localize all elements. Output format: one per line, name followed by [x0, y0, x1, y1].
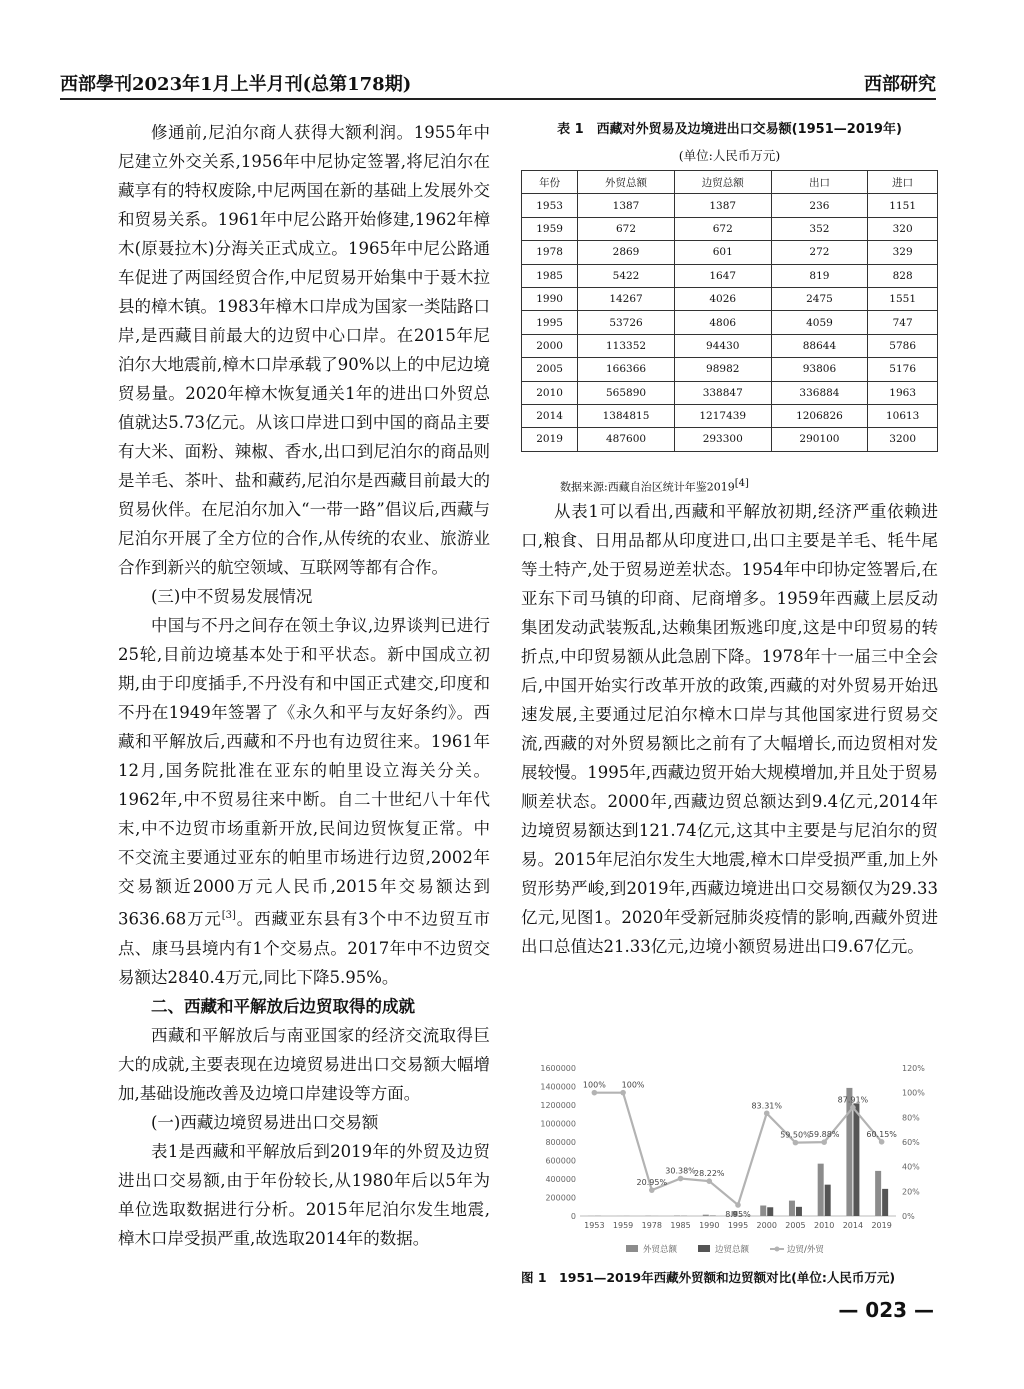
y-tick-label: 0: [570, 1212, 576, 1221]
table-cell: 1953: [522, 194, 578, 217]
y2-tick-label: 60%: [902, 1138, 920, 1147]
table-cell: 14267: [578, 287, 675, 310]
table-cell: 5176: [868, 358, 938, 381]
table-row: [522, 311, 938, 334]
bar-border-trade: [825, 1185, 831, 1216]
ratio-point: [620, 1090, 626, 1096]
left-column: [118, 118, 490, 1253]
table-cell: 1978: [522, 241, 578, 264]
section-heading: 二、西藏和平解放后边贸取得的成就: [151, 996, 415, 1016]
table-cell: 290100: [771, 428, 868, 451]
table-cell: 828: [868, 264, 938, 287]
table-row: [522, 241, 938, 264]
table-cell: 4026: [674, 287, 771, 310]
table-cell: 329: [868, 241, 938, 264]
subsection-heading: (三)中不贸易发展情况: [151, 587, 313, 606]
paragraph: 表1是西藏和平解放后到2019年的外贸及边贸进出口交易额,由于年份较长,从1980年后以5年为单位选取数据进行分析。2015年尼泊尔发生地震,樟木口岸受损严重,故选取2014年的数据。: [118, 1141, 490, 1248]
table-unit: (单位:人民币万元): [678, 148, 781, 163]
table-cell: 1963: [868, 381, 938, 404]
legend-label: 边贸总额: [715, 1245, 750, 1255]
x-tick-label: 1978: [641, 1221, 662, 1230]
ratio-point: [821, 1139, 827, 1145]
y-tick-label: 1600000: [540, 1064, 576, 1073]
table-cell: 819: [771, 264, 868, 287]
bar-foreign-trade: [789, 1201, 795, 1216]
journal-title: 西部學刊2023年1月上半月刊(总第178期): [60, 74, 412, 95]
bar-border-trade: [853, 1103, 859, 1216]
paragraph: 从表1可以看出,西藏和平解放初期,经济严重依赖进口,粮食、日用品都从印度进口,出口主要是羊毛、牦牛尾等土特产,处于贸易逆差状态。1954年中印协定签署后,在亚东下司马镇的印商、尼商增多。1959年西藏上层反动集团发动武装叛乱,达赖集团叛逃印度,这是中印贸易的转折点,中印贸易额从此急剧下降。1978年十一届三中全会后,中国开始实行改革开放的政策,西藏的对外贸易开始迅速发展,主要通过尼泊尔樟木口岸与其他国家进行贸易交流,西藏的对外贸易额比之前有了大幅增长,而边贸相对发展较慢。1995年,西藏边贸开始大规模增加,并且处于贸易顺差状态。2000年,西藏边贸总额达到9.4亿元,2014年边境贸易额达到121.74亿元,这其中主要是与尼泊尔的贸易。2015年尼泊尔发生大地震,樟木口岸受损严重,加上外贸形势严峻,到2019年,西藏边境进出口交易额仅为29.33亿元,见图1。2020年受新冠肺炎疫情的影响,西藏外贸进出口总值达21.33亿元,边境小额贸易进出口9.67亿元。: [521, 502, 938, 956]
table-cell: 53726: [578, 311, 675, 334]
table-row: [522, 264, 938, 287]
table-cell: 2475: [771, 287, 868, 310]
ratio-label: 30.38%: [665, 1166, 696, 1176]
paragraph: 西藏和平解放后与南亚国家的经济交流取得巨大的成就,主要表现在边境贸易进出口交易额大幅增加,基础设施改善及边境口岸建设等方面。: [118, 1025, 490, 1103]
x-tick-label: 2014: [842, 1221, 864, 1230]
table-header-cell: 外贸总额: [578, 171, 675, 194]
source-text: 数据来源:西藏自治区统计年鉴2019: [560, 480, 735, 494]
table-caption: 表 1 西藏对外贸易及边境进出口交易额(1951—2019年): [557, 122, 902, 137]
table-row: [522, 217, 938, 240]
ratio-label: 87.91%: [837, 1095, 869, 1105]
table-cell: 272: [771, 241, 868, 264]
table-row: [522, 404, 938, 427]
ratio-point: [764, 1110, 770, 1116]
table-cell: 1995: [522, 311, 578, 334]
citation-ref[interactable]: [3]: [221, 910, 236, 921]
table-cell: 565890: [578, 381, 675, 404]
ratio-line: [594, 1093, 881, 1205]
paragraph: 修通前,尼泊尔商人获得大额利润。1955年中尼建立外交关系,1956年中尼协定签署,将尼泊尔在藏享有的特权废除,中尼两国在新的基础上发展外交和贸易关系。1961年中尼公路开始修建,1962年樟木(原聂拉木)分海关正式成立。1965年中尼公路通车促进了两国经贸合作,中尼贸易开始集中于聂木拉县的樟木镇。1983年樟木口岸成为国家一类陆路口岸,是西藏目前最大的边贸中心口岸。在2015年尼泊尔大地震前,樟木口岸承载了90%以上的中尼边境贸易量。2020年樟木恢复通关1年的进出口外贸总值就达5.73亿元。从该口岸进口到中国的商品主要有大米、面粉、辣椒、香水,出口到尼泊尔的商品则是羊毛、茶叶、盐和藏药,尼泊尔是西藏目前最大的贸易伙伴。在尼泊尔加入“一带一路”倡议后,西藏与尼泊尔开展了全方位的合作,从传统的农业、旅游业合作到新兴的航空领域、互联网等都有合作。: [118, 123, 490, 577]
table-cell: 336884: [771, 381, 868, 404]
table-cell: 2019: [522, 428, 578, 451]
bar-border-trade: [796, 1207, 802, 1216]
table-cell: 166366: [578, 358, 675, 381]
ratio-point: [706, 1178, 712, 1184]
table-cell: 1151: [868, 194, 938, 217]
y2-tick-label: 20%: [902, 1187, 920, 1197]
ratio-label: 100%: [582, 1080, 606, 1090]
bar-foreign-trade: [818, 1164, 824, 1216]
ratio-label: 28.22%: [694, 1169, 725, 1179]
table-header-cell: 年份: [522, 171, 578, 194]
ratio-point: [879, 1139, 885, 1145]
table-row: [522, 194, 938, 217]
table-cell: 352: [771, 217, 868, 240]
legend-bar-swatch: [626, 1245, 638, 1252]
ratio-label: 100%: [621, 1080, 645, 1090]
running-header: [60, 66, 936, 100]
table-cell: 88644: [771, 334, 868, 357]
table-row: [522, 358, 938, 381]
y-tick-label: 1400000: [540, 1082, 576, 1092]
bar-foreign-trade: [703, 1215, 709, 1216]
ratio-point: [649, 1187, 655, 1193]
table-cell: 2869: [578, 241, 675, 264]
legend-label: 边贸/外贸: [787, 1245, 824, 1255]
y2-tick-label: 0%: [902, 1212, 915, 1221]
x-tick-label: 2005: [785, 1221, 806, 1230]
table-cell: 1647: [674, 264, 771, 287]
table-header-cell: 进口: [868, 171, 938, 194]
y2-tick-label: 120%: [902, 1064, 925, 1073]
x-tick-label: 1953: [584, 1221, 605, 1230]
table-cell: 5422: [578, 264, 675, 287]
bar-foreign-trade: [674, 1215, 680, 1216]
figure-caption: 图 1 1951—2019年西藏外贸额和边贸额对比(单位:人民币万元): [521, 1270, 896, 1285]
table-row: [522, 334, 938, 357]
y2-tick-label: 40%: [902, 1162, 920, 1172]
legend-label: 外贸总额: [643, 1245, 678, 1255]
x-tick-label: 2019: [871, 1221, 892, 1230]
table-row: [522, 381, 938, 404]
paragraph-text: 中国与不丹之间存在领土争议,边界谈判已进行25轮,目前边境基本处于和平状态。新中国成立初期,由于印度插手,不丹没有和中国正式建交,印度和不丹在1949年签署了《永久和平与友好条约》。西藏和平解放后,西藏和不丹也有边贸往来。1961年12月,国务院批准在亚东的帕里设立海关分关。1962年,中不贸易往来中断。自二十世纪八十年代末,中不边贸市场重新开放,民间边贸恢复正常。中不交流主要通过亚东的帕里市场进行边贸,2002年交易额近2000万元人民币,2015年交易额达到3636.68万元: [118, 616, 490, 929]
table-cell: 4059: [771, 311, 868, 334]
ratio-point: [793, 1140, 799, 1146]
table-cell: 1384815: [578, 404, 675, 427]
table-cell: 98982: [674, 358, 771, 381]
table-row: [522, 428, 938, 451]
table-header-cell: 边贸总额: [674, 171, 771, 194]
table-cell: 1387: [578, 194, 675, 217]
x-tick-label: 2010: [814, 1221, 835, 1230]
bar-border-trade: [882, 1189, 888, 1216]
table-source: [560, 478, 749, 495]
table-cell: 672: [578, 217, 675, 240]
y-tick-label: 200000: [545, 1193, 576, 1203]
y-tick-label: 400000: [545, 1175, 576, 1184]
ratio-point: [850, 1105, 856, 1111]
table-cell: 747: [868, 311, 938, 334]
table-cell: 320: [868, 217, 938, 240]
ratio-label: 59.50%: [780, 1130, 811, 1140]
table-cell: 293300: [674, 428, 771, 451]
ratio-point: [592, 1090, 598, 1096]
ratio-point: [678, 1176, 684, 1182]
table-row: [522, 287, 938, 310]
chart-svg: [528, 1058, 932, 1264]
ratio-label: 20.95%: [636, 1178, 668, 1188]
table-cell: 1959: [522, 217, 578, 240]
x-tick-label: 2000: [756, 1221, 777, 1230]
ratio-label: 8.95%: [725, 1209, 751, 1219]
table-cell: 10613: [868, 404, 938, 427]
section-title: 西部研究: [864, 74, 936, 95]
trade-table: [521, 170, 938, 452]
figure-1-chart: [528, 1058, 932, 1264]
ratio-label: 60.15%: [866, 1129, 897, 1139]
table-cell: 5786: [868, 334, 938, 357]
table-cell: 2010: [522, 381, 578, 404]
ratio-label: 59.88%: [808, 1130, 840, 1140]
x-tick-label: 1995: [727, 1221, 749, 1230]
table-cell: 672: [674, 217, 771, 240]
ratio-point: [735, 1202, 741, 1208]
table-cell: 1217439: [674, 404, 771, 427]
table-cell: 2000: [522, 334, 578, 357]
citation-ref[interactable]: [4]: [734, 478, 749, 489]
y-tick-label: 1200000: [540, 1101, 576, 1110]
table-cell: 1985: [522, 264, 578, 287]
x-tick-label: 1990: [699, 1221, 720, 1230]
subsection-heading: (一)西藏边境贸易进出口交易额: [151, 1112, 379, 1132]
table-cell: 93806: [771, 358, 868, 381]
bar-border-trade: [767, 1207, 773, 1216]
x-tick-label: 1959: [612, 1221, 634, 1230]
ratio-label: 83.31%: [751, 1101, 782, 1111]
bar-foreign-trade: [760, 1206, 766, 1216]
table-cell: 338847: [674, 381, 771, 404]
y-tick-label: 600000: [545, 1156, 576, 1166]
paragraph: [118, 611, 490, 992]
table-cell: 113352: [578, 334, 675, 357]
table-cell: 236: [771, 194, 868, 217]
table-header-row: [522, 171, 938, 194]
table-cell: 487600: [578, 428, 675, 451]
table-cell: 1990: [522, 287, 578, 310]
y-tick-label: 800000: [545, 1138, 576, 1147]
legend-point-swatch: [775, 1247, 780, 1252]
table-header-cell: 出口: [771, 171, 868, 194]
paragraph-text: 。西藏亚东县有3个中不边贸互市点、康马县境内有1个交易点。2017年中不边贸交易额达2840.4万元,同比下降5.95%。: [118, 909, 490, 987]
bar-foreign-trade: [875, 1171, 881, 1216]
legend-bar-swatch: [698, 1245, 710, 1252]
table-cell: 601: [674, 241, 771, 264]
y-tick-label: 1000000: [540, 1119, 576, 1129]
table-cell: 94430: [674, 334, 771, 357]
table-cell: 1387: [674, 194, 771, 217]
table-body: [522, 194, 938, 451]
table-cell: 3200: [868, 428, 938, 451]
right-column: [521, 497, 938, 961]
table-cell: 4806: [674, 311, 771, 334]
x-tick-label: 1985: [670, 1221, 691, 1230]
table-cell: 2005: [522, 358, 578, 381]
table-cell: 1206826: [771, 404, 868, 427]
table-cell: 2014: [522, 404, 578, 427]
y2-tick-label: 80%: [902, 1113, 920, 1123]
table-cell: 1551: [868, 287, 938, 310]
page-number: — 023 —: [838, 1298, 934, 1322]
y2-tick-label: 100%: [902, 1088, 925, 1098]
